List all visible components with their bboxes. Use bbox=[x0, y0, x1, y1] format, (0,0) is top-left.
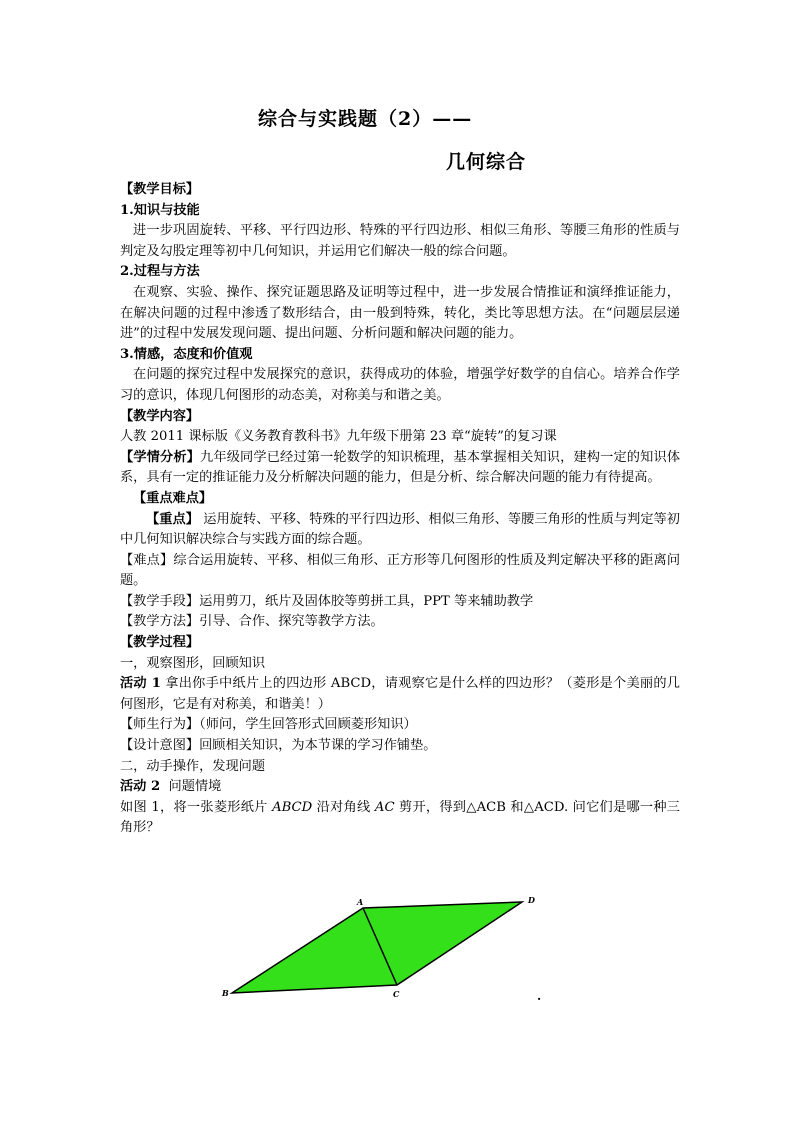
question-abcd: ABCD bbox=[272, 799, 313, 815]
title-line-1: 综合与实践题（2）—— bbox=[258, 108, 473, 130]
step1-heading: 一，观察图形，回顾知识 bbox=[120, 655, 266, 671]
teach-paragraph bbox=[120, 715, 680, 736]
analysis-label: 【学情分析】 bbox=[120, 449, 201, 465]
label-a: A bbox=[357, 897, 364, 907]
design-text: 回顾相关知识，为本节课的学习作铺垫。 bbox=[199, 738, 437, 754]
means-paragraph bbox=[120, 592, 680, 613]
content-heading: 【教学内容】 bbox=[120, 408, 200, 424]
key-paragraph bbox=[120, 510, 680, 551]
title-line-2: 几何综合 bbox=[446, 151, 527, 173]
key-heading: 【重点难点】 bbox=[133, 490, 213, 506]
content-text: 人教 2011 课标版《义务教育教科书》九年级下册第 23 章“旋转”的复习课 bbox=[120, 429, 557, 445]
activity1-paragraph bbox=[120, 674, 680, 715]
goal-heading: 【教学目标】 bbox=[120, 182, 200, 197]
question-part-c: 剪开，得到△ACB 和△ACD. 问它们是哪一种三角形？ bbox=[120, 799, 680, 836]
method-label: 【教学方法】 bbox=[120, 614, 200, 630]
method-paragraph bbox=[120, 612, 680, 633]
rhombus-figure bbox=[200, 888, 560, 1008]
hard-text: 综合运用旋转、平移、相似三角形、正方形等几何图形的性质及判定解决平移的距离问题。 bbox=[120, 552, 681, 589]
teach-label: 【师生行为】 bbox=[120, 717, 200, 733]
design-label: 【设计意图】 bbox=[120, 738, 200, 754]
trailing-dot: . bbox=[537, 989, 542, 1003]
knowledge-heading: 1.知识与技能 bbox=[120, 202, 200, 218]
step2-heading: 二，动手操作，发现问题 bbox=[120, 758, 266, 774]
rhombus-shape bbox=[232, 902, 522, 993]
question-ac: AC bbox=[374, 799, 395, 815]
document-body bbox=[120, 180, 680, 839]
means-text: 运用剪刀，纸片及固体胶等剪拼工具，PPT 等来辅助教学 bbox=[199, 593, 534, 609]
activity1-text: 拿出你手中纸片上的四边形 ABCD，请观察它是什么样的四边形？（菱形是个美丽的几何图形，它是有对称美，和谐美！） bbox=[120, 676, 680, 712]
method-text: 引导、合作、探究等教学方法。 bbox=[199, 614, 384, 630]
analysis-text: 九年级同学已经过第一轮数学的知识梳理，基本掌握相关知识，建构一定的知识体系，具有一定的推证能力及分析解决问题的能力，但是分析、综合解决问题的能力有待提高。 bbox=[120, 449, 681, 486]
design-paragraph bbox=[120, 736, 680, 757]
process-method-heading: 2.过程与方法 bbox=[120, 264, 200, 280]
key-text: 运用旋转、平移、特殊的平行四边形、相似三角形、等腰三角形的性质与判定等初中几何知识解决综合与实践方面的综合题。 bbox=[120, 511, 680, 548]
hard-label: 【难点】 bbox=[120, 552, 174, 568]
means-label: 【教学手段】 bbox=[120, 593, 200, 609]
attitude-heading: 3.情感，态度和价值观 bbox=[120, 346, 253, 362]
activity1-label: 活动 1 bbox=[120, 676, 161, 692]
activity2-paragraph bbox=[120, 777, 680, 798]
process-heading: 【教学过程】 bbox=[120, 635, 200, 651]
question-part-a: 如图 1，将一张菱形纸片 bbox=[120, 799, 273, 815]
figure-question bbox=[120, 798, 680, 839]
activity2-text: 问题情境 bbox=[168, 779, 222, 795]
knowledge-text: 进一步巩固旋转、平移、平行四边形、特殊的平行四边形、相似三角形、等腰三角形的性质与判定及勾股定理等初中几何知识，并运用它们解决一般的综合问题。 bbox=[120, 223, 680, 259]
analysis-paragraph bbox=[120, 448, 680, 489]
label-d: D bbox=[528, 895, 535, 905]
question-part-b: 沿对角线 bbox=[312, 799, 375, 815]
key-label: 【重点】 bbox=[146, 511, 199, 527]
activity2-label: 活动 2 bbox=[120, 779, 161, 795]
attitude-text: 在问题的探究过程中发展探究的意识，获得成功的体验，增强学好数学的自信心。培养合作学习的意识，体现几何图形的动态美，对称美与和谐之美。 bbox=[120, 367, 680, 403]
label-b: B bbox=[222, 988, 229, 998]
label-c: C bbox=[393, 989, 400, 999]
process-method-text: 在观察、实验、操作、探究证题思路及证明等过程中，进一步发展合情推证和演绎推证能力，在解决问题的过程中渗透了数形结合，由一般到特殊，转化，类比等思想方法。在“问题层层递进”的过程中发展发现问题、提出问题、分析问题和解决问题的能力。 bbox=[120, 284, 680, 342]
teach-text: （师问，学生回答形式回顾菱形知识） bbox=[199, 717, 417, 733]
hard-paragraph bbox=[120, 551, 680, 592]
